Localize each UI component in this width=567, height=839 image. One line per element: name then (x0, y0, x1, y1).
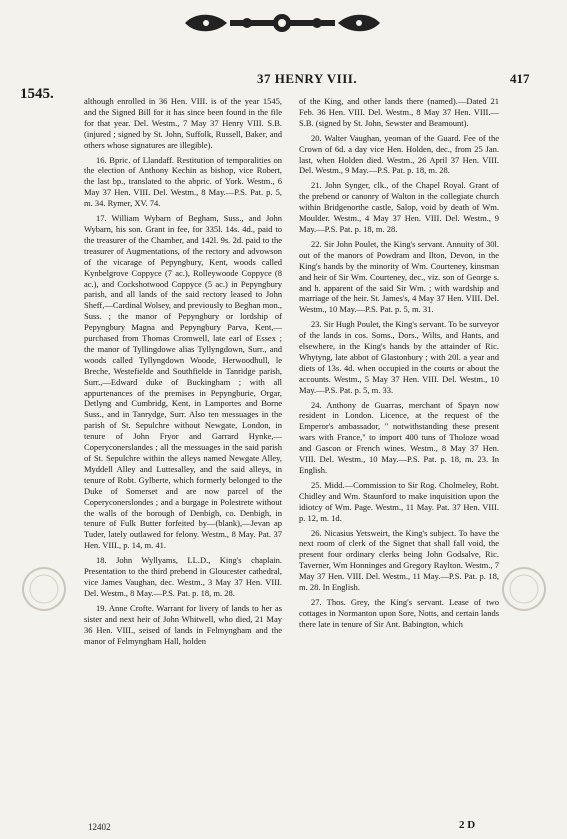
entry-24: 24. Anthony de Guarras, merchant of Spayn now resident in London. Licence, at the request of the Emperor's ambassador, " notwithstanding these present wars with France," to import 400 tuns of Tholoze woad and Gascon or French wines. Westm., 8 May 37 Hen. VIII. Del. Westm., 10 May.—P.S. Pat. p. 18, m. 23. In English. (299, 399, 499, 475)
entry-25: 25. Midd.—Commission to Sir Rog. Cholmeley, Robt. Chidley and Wm. Staunford to make inquisition upon the idiotcy of Wm. Page. Westm., 11 May. Pat. 37 Hen. VIII. p. 12, m. 1d. (299, 479, 499, 523)
entry-22: 22. Sir John Poulet, the King's servant. Annuity of 30l. out of the manors of Powdram and Ilton, Devon, in the King's hands by the minority of Wm. Courteney, kinsman and heir of Sir Wm. Courteney, dec., viz. son of George s. and h. apparent of the said Sir Wm. ; with wardship and marriage of the heir. St. James's, 4 May 37 Hen. VIII. Del. Westm., 10 May.—P.S. Pat. p. 5, m. 31. (299, 238, 499, 315)
right-column (299, 96, 499, 634)
signature-mark: 2 D (459, 819, 476, 831)
entry-continued: although enrolled in 36 Hen. VIII. is of the year 1545, and the Signed Bill for it has since been found in the file for that year. Del. Westm., 7 May 37 Henry VIII. S.B. (injured ; signed by St. John, Suffolk, Russell, Baker, and others whose signatures are illegible). (84, 96, 282, 150)
entry-continued: of the King, and other lands there (named).—Dated 21 Feb. 36 Hen. VIII. Del. Westm., 8 May 37 Hen. VIII.—S.B. (signed by St. John, Sewster and Beamount). (299, 96, 499, 128)
entry-20: 20. Walter Vaughan, yeoman of the Guard. Fee of the Crown of 6d. a day vice Hen. Holden, dec., from 25 Jan. last, when Holden died. Westm., 26 April 37 Hen. VIII. Del. Westm., 9 May.—P.S. Pat. p. 18, m. 28. (299, 132, 499, 176)
page-number: 417 (510, 71, 530, 86)
page-running-title: 37 HENRY VIII. (257, 71, 358, 86)
header-ornament-icon (175, 10, 390, 36)
entry-17: 17. William Wybarn of Begham, Suss., and John Wybarn, his son. Grant in fee, for 335l. 14s. 4d., paid to the treasurer of the Chamber, and 142l. 9s. 2d. paid to the treasurer of Augmentations, of the rectory and advowson of the vicarage of Pepyngbury, Kent, woods called Kynbelgrove Coppyce (7 ac.), Rolleywoode Coppyce (8 ac.), and Cockshotwood Coppyce (5 ac.) in Pepyngbury parish, and all lands of the said rectory leased to John Sheff,—Cardinal Wolsey, and previously to Beghan mon., Suss. ; the manor of Pepyngbury or lordship of Pepyngbury Magna and Pepyngbury Parva, Kent,—purchased from Thomas Cromwell, late earl of Essex ; the manor of Tyllingdowe alias Tyllyngdown, Surr., and woods called Tyllyngdown Woode, Herwoodhull, le Breche, Westefielde and Southfielde in Tanridge parish, Surr.,—Edward duke of Buckingham ; with all appurtenances of the premises in Pepyngburie, Orgar, Detlyng and Cumbridg, Kent, in Lamportes and Borne Suss., and in Tanrydge, Surr. Also ten messuages in the parish of St. Sepulchre without Newgate, London, in tenure of John Fryor and Garrard Hynke,—Coperyconerslandes ; all the messuages in the said parish of St. Sepulchre within the alleys named Newgate Alley, Myddell Alley and Luttesalley, and the said alleys, in tenure of Robt. Gylberte, which formerly belonged to the Duke of Somerset and are now parcel of the Coperyconerslondes ; and a burgage in Polestrete without the walls of the borough of Denbigh, co. Denbigh, in tenure of Fulk Butter forfeited by—(blank),—Jevan ap Tuder, lately outlawed for felony. Westm., 8 May. Pat. 37 Hen. VIII., p. 14, m. 41. (84, 213, 282, 551)
watermark-stamp-icon (491, 556, 557, 622)
watermark-stamp-icon (11, 556, 77, 622)
margin-year: 1545. (20, 86, 54, 102)
entry-26: 26. Nicasius Yetsweirt, the King's subject. To have the next room of clerk of the Signet that shall fall void, the present four ordinary clerks being John Godsalve, Ric. Taverner, Wm Honninges and Gregory Raylton. Westm., 7 May 37 Hen. VIII. Del. Westm., 11 May.—P.S. Pat. p. 18, m. 28. In English. (299, 527, 499, 593)
entry-23: 23. Sir Hugh Poulet, the King's servant. To be surveyor of the lands in cos. Soms., Dors., Wilts, and Hants, and elsewhere, in the King's hands by the attainder of Ric. Whytyng, late abbot of Glastonbury ; with 20l. a year and diets of 13s. 4d. when occupied in the courts or about the accounts. Westm., 5 May 37 Hen. VIII. Del. Westm., 10 May.—P.S. Pat. p. 5, m. 33. (299, 319, 499, 395)
entry-18: 18. John Wyllyams, LL.D., King's chaplain. Presentation to the third prebend in Gloucester cathedral, vice James Vaughan, dec. Westm., 3 May 37 Hen. VIII. Del. Westm., 8 May.—P.S. Pat. p. 18, m. 28. (84, 555, 282, 598)
entry-27: 27. Thos. Grey, the King's servant. Lease of two cottages in Normanton upon Sore, Notts, and certain lands there late in tenure of Sir Ant. Babington, which (299, 596, 499, 629)
entry-19: 19. Anne Crofte. Warrant for livery of lands to her as sister and next heir of John Whitwell, who died, 21 May 36 Hen. VIII., seised of lands in Felmyngham and the manor of Felmyngham Hall, holden (84, 602, 282, 646)
print-number: 12402 (88, 822, 111, 832)
left-column (84, 96, 282, 650)
entry-21: 21. John Synger, clk., of the Chapel Royal. Grant of the prebend or canonry of Walton in the collegiate church within Bridgenorthe castle, Salop, void by death of Wm. Moulder. Westm., 4 May 37 Hen. VIII. Del. Westm., 9 May.—P.S. Pat. p. 18, m. 28. (299, 180, 499, 234)
entry-16: 16. Bpric. of Llandaff. Restitution of temporalities on the election of Anthony Kechin as bishop, vice Robert, the last bp., translated to the abpric. of York. Westm., 6 May 37 Hen. VIII. Del. Westm., 8 May.—P.S. Pat. p. 5, m. 34. Rymer, XV. 74. (84, 154, 282, 209)
